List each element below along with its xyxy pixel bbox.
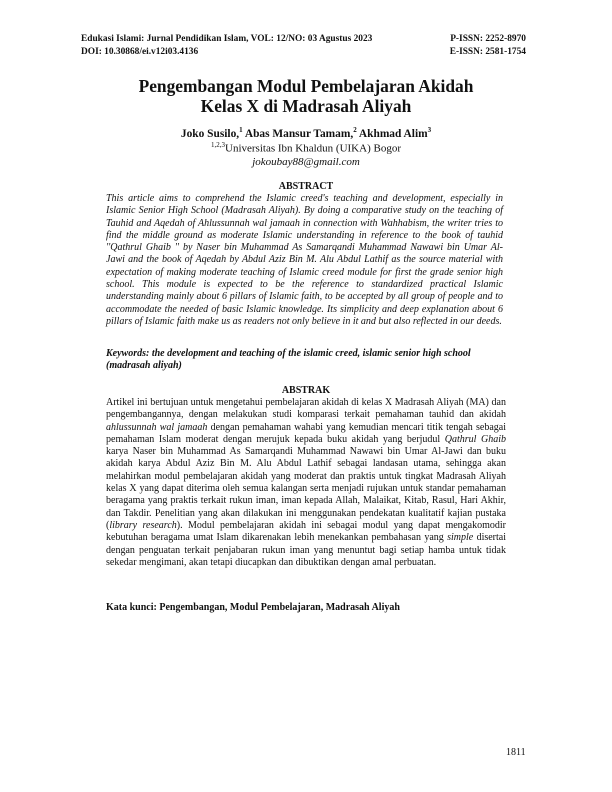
running-header (81, 33, 526, 59)
author-3-sup: 3 (427, 126, 432, 134)
electronic-issn: E-ISSN: 2581-1754 (449, 47, 526, 57)
title-line-2: Kelas X di Madrasah Aliyah (200, 96, 412, 116)
article-title (80, 76, 532, 116)
abstract-id-italic-4: simple (447, 532, 474, 544)
author-list (80, 126, 532, 140)
journal-name: Edukasi Islami: Jurnal Pendidikan Islam, VOL: 12/NO: 03 Agustus 2023 (81, 34, 373, 44)
keywords-en: Keywords: the development and teaching of the islamic creed, islamic senior high school (madrasah aliyah) (106, 348, 471, 372)
abstract-id-text (106, 397, 506, 569)
author-2: Abas Mansur Tamam, (242, 127, 354, 140)
abstract-id-part-4: ). Modul pembelajaran akidah ini sebagai modul yang dapat mengakomodir kebutuhan beragama umat Islam dikarenakan lebih menekankan pembahasan yang (106, 519, 507, 544)
abstract-id-italic-1: ahlussunnah wal jamaah (106, 421, 208, 433)
page-number: 1811 (506, 747, 526, 758)
author-3: Akhmad Alim (356, 127, 428, 140)
abstract-id-part-5: disertai dengan penguatan terkait penjabaran rukun iman yang menuntut bagi setiap hamba untuk tidak sekedar mengimani, akan tetapi diucapkan dan dibuktikan dengan amal perbuatan. (106, 532, 506, 568)
title-line-1: Pengembangan Modul Pembelajaran Akidah (138, 76, 474, 96)
keywords-id: Kata kunci: Pengembangan, Modul Pembelajaran, Madrasah Aliyah (106, 602, 400, 613)
abstract-id-italic-3: library research (109, 519, 177, 531)
abstract-id-part-1: Artikel ini bertujuan untuk mengetahui pembelajaran akidah di kelas X Madrasah Aliyah (MA) dan pengembangannya, dengan melakukan studi komparasi terkait pemahaman tauhid dan akidah (106, 397, 506, 421)
abstract-heading-id: ABSTRAK (281, 385, 331, 396)
abstract-en-text: This article aims to comprehend the Islamic creed's teaching and development, especially in Islamic Senior High School (Madrasah Aliyah). By doing a comparative study on the teaching of Tauhid and Aqedah of Ahlussunnah wal jamaah in connection with Wahhabism, the writer tries to find the middle ground as moderate Islamic understanding in reference to the book of tauhid ''Qathrul Ghaib '' by Naser bin Muhammad As Samarqandi Muhammad Nawawi bin Umar Al-Jawi and the book of Aqedah by Abdul Aziz Bin M. Alu Abdul Lathif as the source material with expectation of making moderate teaching of Islamic creed module for first the grade senior high school. This module is expected to be the reference to standardized practical Islamic understanding mainly about 6 pillars of Islamic faith, to be accepted by all group of people and to accommodate the needed of basic Islamic knowledge. Its simplicity and deep explanation about 6 pillars of Islamic faith make us as readers not only believe in it and but also reflected in our deeds. (106, 193, 503, 327)
author-1-sup: 1 (239, 126, 243, 134)
abstract-heading-en: ABSTRACT (278, 181, 334, 192)
affiliation-sup: 1,2,3 (211, 141, 226, 149)
affiliation-text: Universitas Ibn Khaldun (UIKA) Bogor (225, 142, 401, 155)
affiliation (80, 141, 532, 155)
author-email: jokoubay88@gmail.com (252, 156, 360, 168)
abstract-id-part-3: karya Naser bin Muhammad As Samarqandi Muhammad Nawawi bin Umar Al-Jawi dan buku akidah karya Abdul Aziz Bin M. Alu Abdul Lathif sebagai landasan utama, sehingga akan melahirkan modul pembelajaran akidah yang moderat dan praktis untuk tingkat Madrasah Aliyah kelas X yang dapat diterima oleh semua kalangan serta menjadi rujukan untuk standar pemahaman beragama yang praktis terkait rukun iman, iman kepada Allah, Malaikat, Kitab, Rasul, Hari Akhir, dan Takdir. Penelitian yang akan dilakukan ini menggunakan pendekatan kualitatif kajian pustaka ( (106, 446, 506, 531)
print-issn: P-ISSN: 2252-8970 (450, 34, 526, 44)
doi: DOI: 10.30868/ei.v12i03.4136 (81, 47, 199, 57)
abstract-id-part-2: dengan pemahaman wahabi yang kemudian mencari titik tengah sebagai pemahaman Islam moderat dengan merujuk kepada buku akidah yang berjudul (106, 421, 506, 445)
abstract-id-italic-2: Qathrul Ghaib (444, 433, 507, 445)
author-2-sup: 2 (353, 126, 357, 134)
author-1: Joko Susilo, (180, 127, 240, 140)
